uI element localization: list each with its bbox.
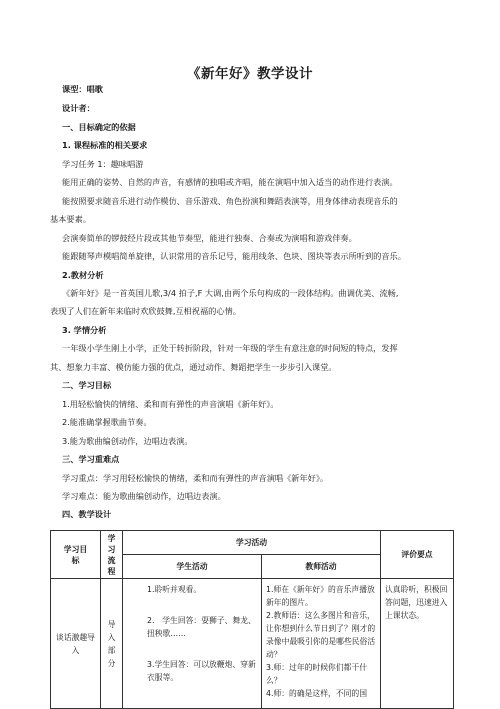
requirement-2-line-2: 基本要素。: [50, 214, 91, 224]
header-learning-flow: 学习流程: [101, 531, 123, 579]
requirement-2-line-1: 能按照要求随音乐进行动作模仿、音乐游戏、角色扮演和舞蹈表演等，用身体律动表现音乐的: [62, 196, 398, 206]
student-analysis-line-2: 其、想象力丰富、模仿能力强的优点，通过动作、舞蹈把学生一步步引入课堂。: [50, 362, 337, 372]
student-analysis-line-1: 一年级小学生刚上小学，正处于转折阶段，针对一年级的学生有意注意的时间短的特点，发挥: [62, 343, 398, 353]
header-teacher-activity: 教师活动: [262, 555, 381, 579]
teacher-step-4: 4.师：的确是这样，不同的国: [266, 689, 368, 698]
course-type: 课型：唱歌: [62, 84, 103, 94]
header-student-activity: 学生活动: [123, 555, 262, 579]
document-title: 《新年好》教学设计: [187, 66, 313, 82]
material-analysis-line-2: 表现了人们在新年来临时欢欣鼓舞,互相祝福的心情。: [50, 306, 241, 316]
student-step-3: 3.学生回答：可以放鞭炮、穿新衣服等。: [147, 660, 256, 682]
learning-task: 学习任务 1：趣味唱游: [62, 159, 144, 169]
goal-2: 2.能准确掌握歌曲节奏。: [62, 417, 152, 427]
header-learning-activity: 学习活动: [123, 531, 381, 555]
section-4-heading: 四、教学设计: [62, 509, 112, 519]
teacher-activity-cell: [262, 579, 381, 709]
header-learning-goal: 学习目标: [51, 531, 101, 579]
header-evaluation: 评价要点: [381, 531, 454, 579]
goal-3: 3.能为歌曲编创动作，边唱边表演。: [62, 436, 193, 446]
section-1-heading: 一、目标确定的依据: [62, 122, 136, 132]
student-step-2: 2. 学生回答：耍狮子、舞龙、扭秧歌……: [147, 616, 256, 638]
section-1-1-heading: 1. 课程标准的相关要求: [62, 140, 148, 150]
teaching-design-table: [50, 530, 454, 709]
teacher-step-3: 3.师：过年的时候你们都干什么？: [266, 663, 368, 685]
difficult-point: 学习难点：能为歌曲编创动作，边唱边表演。: [62, 491, 226, 501]
designer: 设计者：: [62, 103, 95, 113]
evaluation-cell: 认真聆听，积极回答问题，迅速进入上课状态。: [381, 579, 454, 709]
section-2-heading: 二、学习目标: [62, 380, 112, 390]
row-flow-cell: 导入部分: [101, 579, 123, 709]
student-step-1: 1.聆听并观看。: [147, 585, 202, 594]
requirement-4: 能跟随琴声模唱简单旋律，认识常用的音乐记号，能用线条、色块、图块等表示所听到的音乐。: [62, 251, 406, 261]
requirement-3: 会演奏简单的锣鼓经片段或其他节奏型，能进行独奏、合奏或为演唱和游戏伴奏。: [62, 233, 357, 243]
student-activity-cell: [123, 579, 262, 709]
requirement-1: 能用正确的姿势、自然的声音，有感情的独唱或齐唱，能在演唱中加入适当的动作进行表演。: [62, 177, 398, 187]
teacher-step-1: 1.师在《新年好》的音乐声播放新年的图片。: [266, 585, 375, 607]
section-1-3-heading: 3. 学情分析: [62, 325, 107, 335]
section-1-2-heading: 2.教材分析: [62, 270, 104, 280]
goal-1: 1.用轻松愉快的情绪、柔和而有弹性的声音演唱《新年好》。: [62, 399, 279, 409]
row-goal-cell: 谈话激趣导入: [51, 579, 101, 709]
material-analysis-line-1: 《新年好》是一首英国儿歌,3/4 拍子,F 大调,由两个乐句构成的一段体结构。曲调优美、流畅,: [62, 288, 399, 298]
key-point: 学习重点：学习用轻松愉快的情绪，柔和而有弹性的声音演唱《新年好》。: [62, 473, 329, 483]
teacher-step-2: 2.教师语：这么多图片和音乐，让你想到什么节日到了？刚才的录像中最吸引你的是哪些民俗活动？: [266, 611, 376, 659]
section-3-heading: 三、学习重难点: [62, 454, 120, 464]
